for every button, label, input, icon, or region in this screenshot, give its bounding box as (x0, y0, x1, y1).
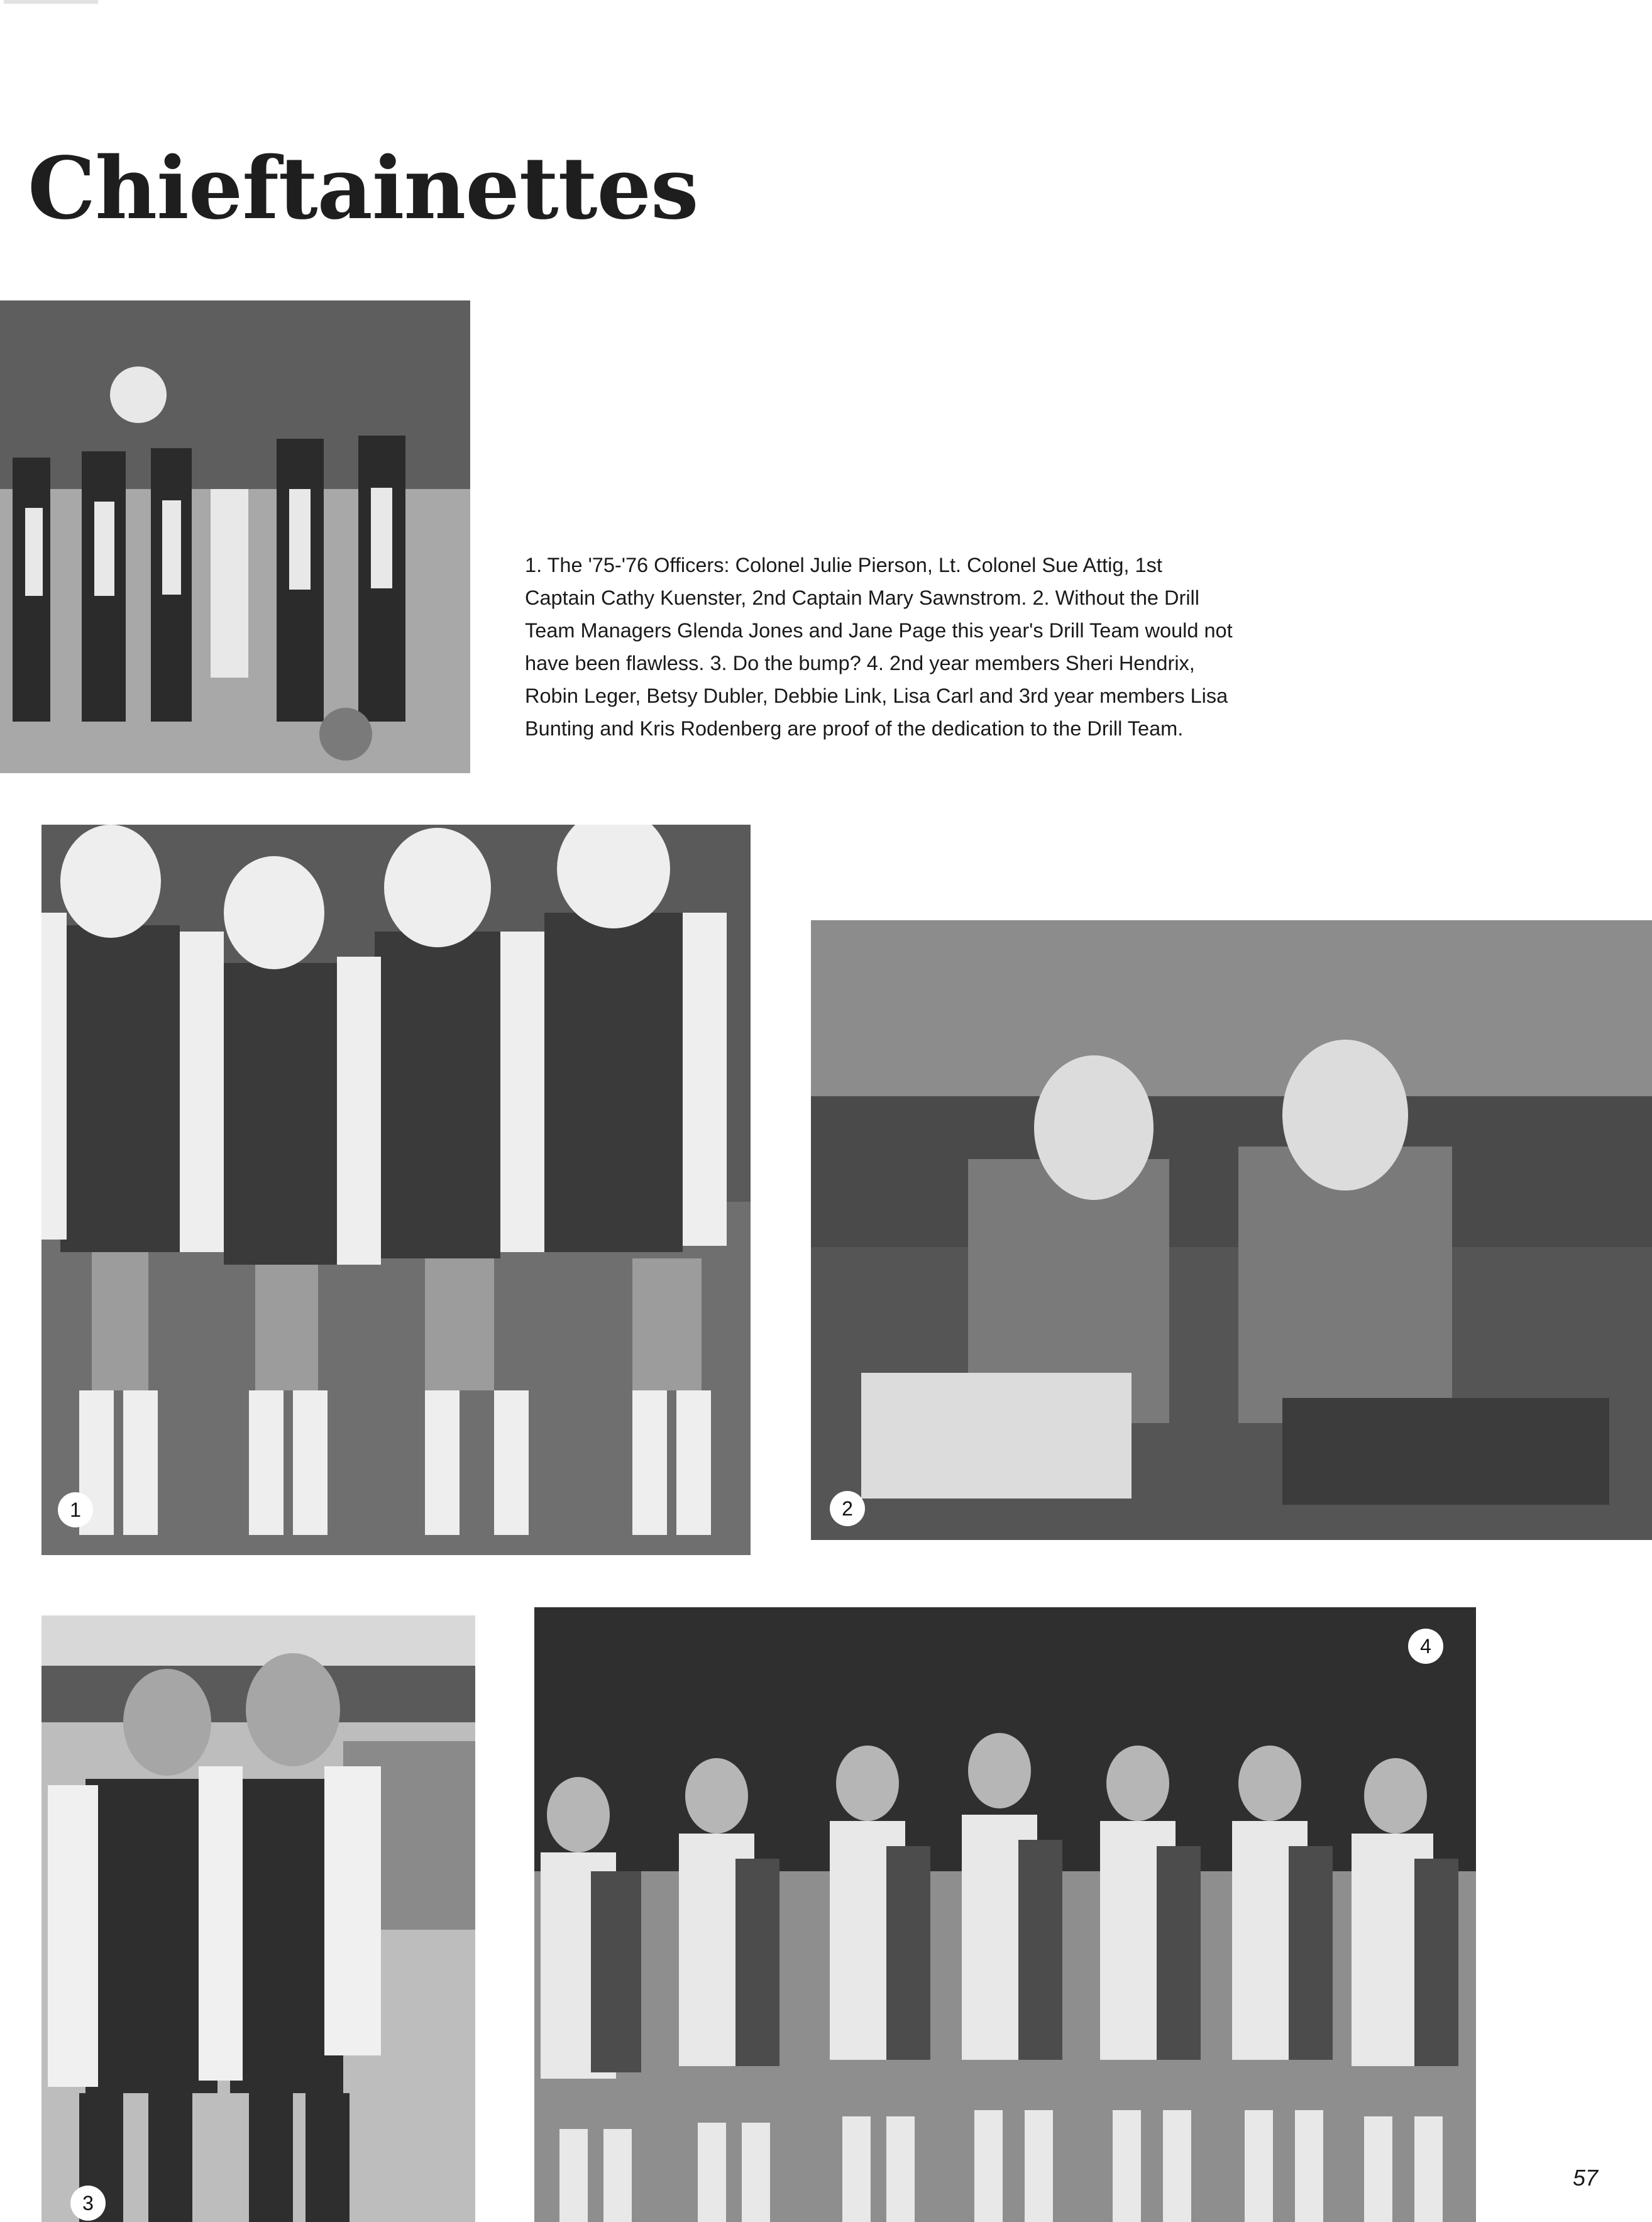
do-the-bump-photo (41, 1615, 475, 2222)
photo-caption: 1. The '75-'76 Officers: Colonel Julie Pierson, Lt. Colonel Sue Attig, 1st Captain Cathy Kuenster, 2nd Captain Mary Sawnstrom. 2. Without the Drill Team Managers Glenda Jones and Jane Page this year's Drill Team would not have been flawless. 3. Do the bump? 4. 2nd year members Sheri Hendrix, Robin Leger, Betsy Dubler, Debbie Link, Lisa Carl and 3rd year members Lisa Bunting and Kris Rodenberg are proof of the dedication to the Drill Team. (525, 554, 1233, 740)
photo-number-badge: 2 (830, 1491, 865, 1526)
scan-edge-mark (4, 0, 98, 4)
page-number: 57 (1573, 2165, 1599, 2191)
managers-photo (811, 920, 1652, 1540)
officers-photo (41, 825, 751, 1555)
page-title: Chieftainettes (28, 138, 698, 239)
photo-number-badge: 4 (1408, 1629, 1443, 1664)
marching-band-photo (0, 300, 470, 773)
drill-team-members-photo (534, 1607, 1476, 2222)
photo-number-badge: 1 (58, 1492, 93, 1527)
photo-number-badge: 3 (70, 2186, 106, 2221)
